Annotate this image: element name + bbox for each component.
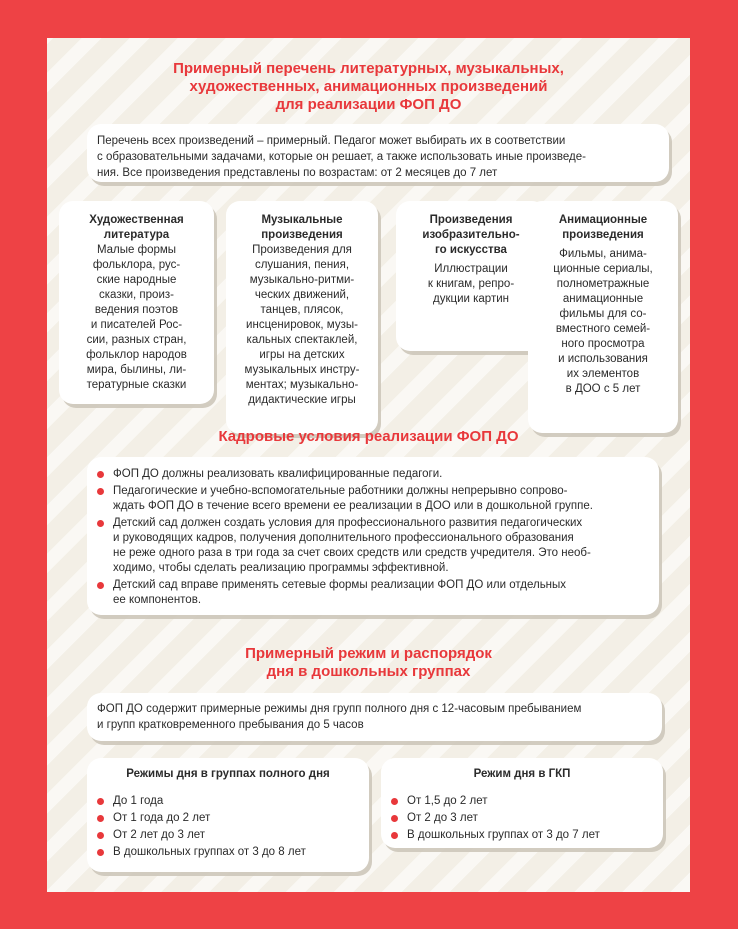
column-body-line: кальных спектаклей, (246, 334, 358, 346)
column-body-line: ческих движений, (254, 289, 350, 301)
bullet-icon (391, 832, 398, 839)
column-heading-line: произведения (562, 229, 644, 241)
column-body-line: к книгам, репро- (427, 278, 515, 290)
list-item: От 2 до 3 лет (389, 810, 663, 827)
column-heading-line: Музыкальные (261, 214, 343, 226)
column-body-line: ционные сериалы, (553, 263, 653, 275)
column-fiction (59, 201, 214, 404)
column-heading-line: произведения (261, 229, 343, 241)
column-body-line: Произведения для (252, 244, 352, 256)
list-item: В дошкольных группах от 3 до 7 лет (389, 827, 663, 844)
list-item: В дошкольных группах от 3 до 8 лет (95, 844, 369, 861)
regime-section-title (47, 645, 690, 681)
column-heading-line: го искусства (435, 244, 507, 256)
intro-line: и групп кратковременного пребывания до 5 часов (97, 719, 364, 731)
page-sheet (47, 38, 690, 892)
list-item: Педагогические и учебно-вспомогательные работники должны непрерывно сопрово- ждать ФОП ДО в течение всего времени ее реализации в ДОО или в дошкольной группе. (95, 484, 651, 514)
column-heading-line: Анимационные (558, 214, 648, 226)
column-body-line: музыкальных инстру- (244, 364, 360, 376)
full-day-regime-list (87, 780, 369, 861)
column-body-line: фильмы для со- (559, 308, 647, 320)
column-fine-art (396, 201, 546, 351)
title-line: для реализации ФОП ДО (275, 96, 462, 113)
bullet-icon (97, 832, 104, 839)
list-item: Детский сад должен создать условия для профессионального развития педагогических и руководящих кадров, получения дополнительного профессионального образования не реже одного раза в три года за счет своих средств или средств учредителя. Это необ- ходимо, чтобы сделать реализацию программы эффективной. (95, 516, 651, 576)
column-body-line: дукции картин (433, 293, 509, 305)
column-heading-line: литература (103, 229, 170, 241)
list-item: Детский сад вправе применять сетевые формы реализации ФОП ДО или отдельных ее компонентов. (95, 578, 651, 608)
list-item: От 2 лет до 3 лет (95, 827, 369, 844)
column-body-line: игры на детских (259, 349, 345, 361)
literature-section-title (47, 60, 690, 114)
column-body-line: вместного семей- (555, 323, 651, 335)
title-line: художественных, анимационных произведений (189, 78, 548, 95)
gkp-regime-title: Режим дня в ГКП (473, 768, 571, 780)
column-body-line: анимационные (562, 293, 644, 305)
column-animation (528, 201, 678, 433)
bullet-icon (391, 798, 398, 805)
column-body-line: Малые формы (96, 244, 177, 256)
regime-intro-card (87, 693, 662, 741)
column-body-line: полнометражные (556, 278, 650, 290)
list-item: До 1 года (95, 793, 369, 810)
column-body-line: тературные сказки (86, 379, 187, 391)
bullet-icon (391, 815, 398, 822)
column-body-line: мира, былины, ли- (86, 364, 187, 376)
intro-line: ния. Все произведения представлены по возрастам: от 2 месяцев до 7 лет (97, 167, 498, 179)
staff-section-title (47, 428, 690, 446)
column-body-line: слушания, пения, (254, 259, 350, 271)
column-body-line: их элементов (566, 368, 640, 380)
column-body-line: танцев, плясок, (260, 304, 344, 316)
column-body-line: дидактические игры (248, 394, 356, 406)
column-body-line: ведения поэтов (94, 304, 179, 316)
list-item: От 1 года до 2 лет (95, 810, 369, 827)
column-body-line: Иллюстрации (434, 263, 508, 275)
bullet-icon (97, 815, 104, 822)
bullet-icon (97, 488, 104, 495)
intro-line: с образовательными задачами, которые он решает, а также использовать иные произведе- (97, 151, 586, 163)
title-line: дня в дошкольных группах (266, 663, 471, 680)
bullet-icon (97, 520, 104, 527)
title-line: Кадровые условия реализации ФОП ДО (218, 428, 519, 445)
column-body-line: фольклор народов (86, 349, 187, 361)
column-heading-line: изобразительно- (422, 229, 520, 241)
column-body-line: инсценировок, музы- (246, 319, 358, 331)
intro-line: ФОП ДО содержит примерные режимы дня групп полного дня с 12-часовым пребыванием (97, 703, 582, 715)
list-item: От 1,5 до 2 лет (389, 793, 663, 810)
full-day-regime-card (87, 758, 369, 872)
column-heading-line: Художественная (89, 214, 184, 226)
staff-conditions-list (87, 457, 659, 608)
bullet-icon (97, 849, 104, 856)
column-body-line: ские народные (96, 274, 177, 286)
column-body-line: музыкально-ритми- (249, 274, 355, 286)
bullet-icon (97, 582, 104, 589)
gkp-regime-list (381, 780, 663, 844)
gkp-regime-card (381, 758, 663, 848)
column-body-line: ного просмотра (561, 338, 645, 350)
column-heading-line: Произведения (429, 214, 513, 226)
bullet-icon (97, 798, 104, 805)
column-body-line: сказки, произ- (99, 289, 174, 301)
full-day-regime-title: Режимы дня в группах полного дня (126, 768, 330, 780)
column-body-line: в ДОО с 5 лет (565, 383, 641, 395)
column-body-line: ментах; музыкально- (245, 379, 359, 391)
bullet-icon (97, 471, 104, 478)
column-body-line: Фильмы, анима- (559, 248, 647, 260)
title-line: Примерный режим и распорядок (245, 645, 492, 662)
list-item: ФОП ДО должны реализовать квалифицированные педагоги. (95, 467, 651, 482)
intro-line: Перечень всех произведений – примерный. Педагог может выбирать их в соответствии (97, 135, 566, 147)
column-body-line: и писателей Рос- (90, 319, 183, 331)
column-body-line: сии, разных стран, (86, 334, 187, 346)
staff-conditions-card (87, 457, 659, 615)
title-line: Примерный перечень литературных, музыкальных, (173, 60, 564, 77)
column-music (226, 201, 378, 434)
literature-intro-card (87, 124, 669, 182)
column-body-line: фольклора, рус- (92, 259, 181, 271)
column-body-line: и использования (558, 353, 648, 365)
